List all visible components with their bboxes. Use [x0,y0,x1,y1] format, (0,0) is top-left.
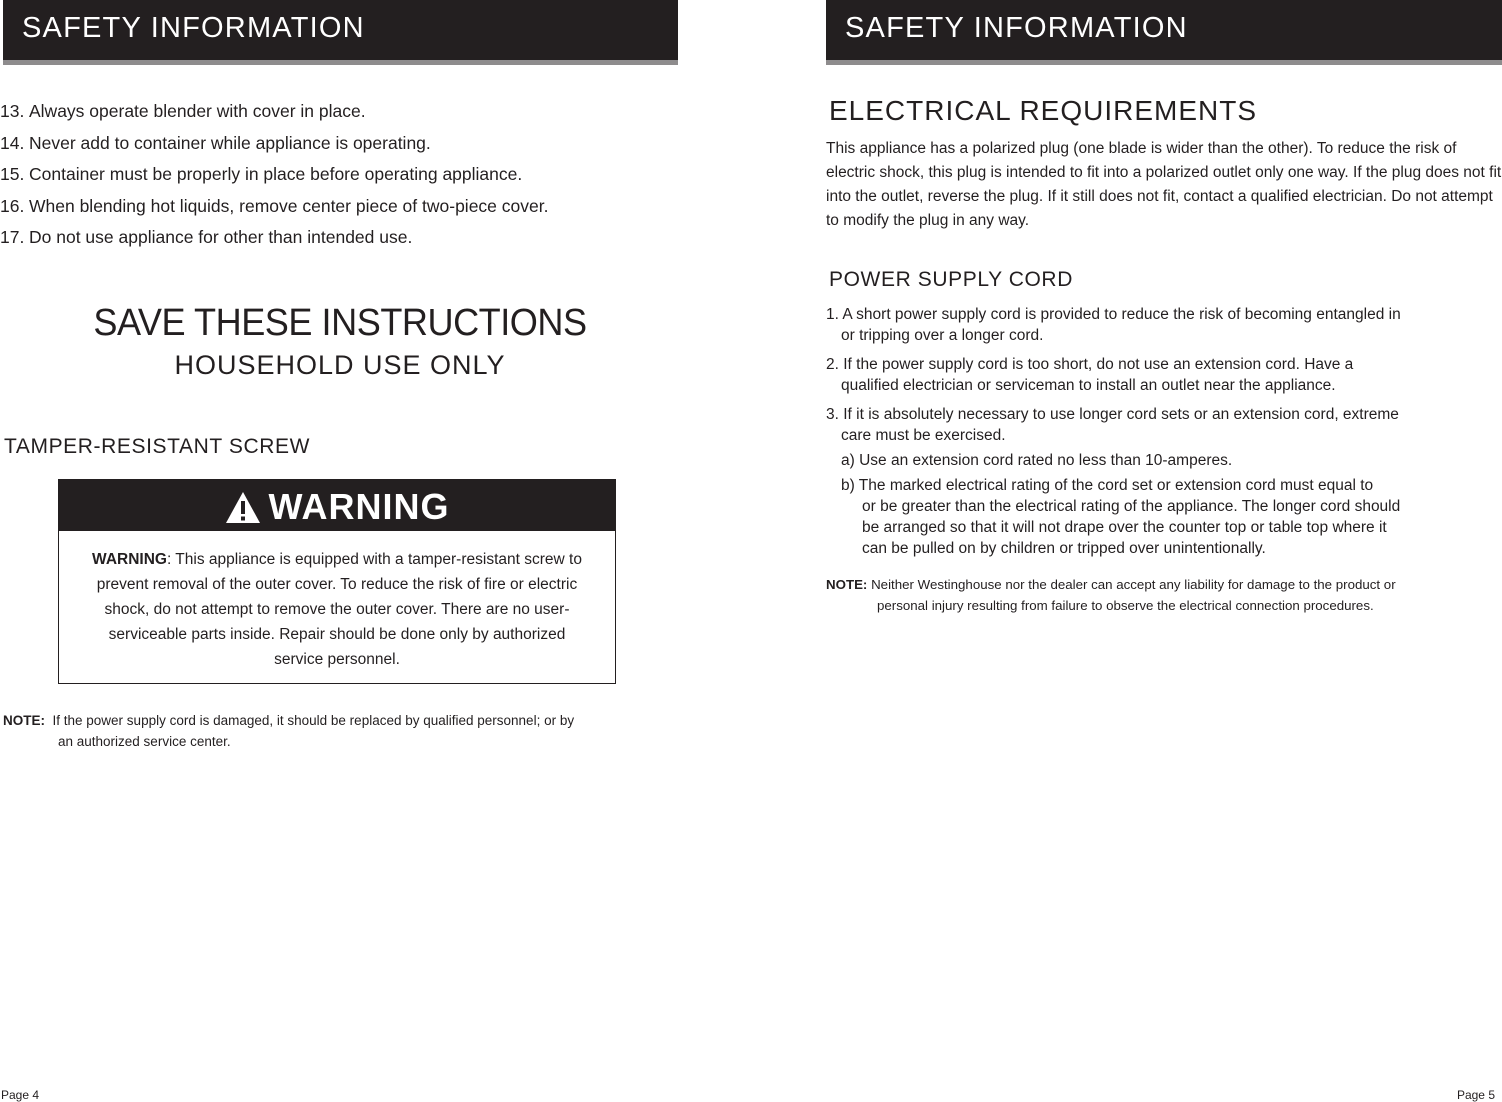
list-item: 3. If it is absolutely necessary to use longer cord sets or an extension cord, extreme care must be exercised. [826,406,1399,444]
warning-box [58,479,616,684]
right-note [826,574,1502,616]
list-item: 14. Never add to container while appliance is operating. [0,132,431,153]
list-item: 17. Do not use appliance for other than intended use. [0,227,413,247]
electrical-requirements-heading: ELECTRICAL REQUIREMENTS [829,95,1258,126]
note-label: NOTE: [826,577,868,592]
save-instructions-title: SAVE THESE INSTRUCTIONS [93,302,587,344]
power-supply-cord-heading: POWER SUPPLY CORD [829,268,1073,291]
left-banner-title: SAFETY INFORMATION [22,12,365,44]
warning-text: : This appliance is equipped with a tamper-resistant screw to prevent removal of the outer cover. To reduce the risk of fire or electric shock, do not attempt to remove the outer cover. There are no user-serviceable parts inside. Repair should be done only by authorized service personnel. [96,551,582,668]
left-section-banner [3,0,678,65]
left-note [3,710,673,752]
list-item: 13. Always operate blender with cover in place. [0,101,366,121]
list-item: 2. If the power supply cord is too short, do not use an extension cord. Have a qualified electrician or serviceman to install an outlet near the appliance. [826,356,1354,394]
note-label: NOTE: [3,713,45,728]
note-text: an authorized service center. [58,734,231,749]
page-number-right: Page 5 [1456,1088,1495,1102]
note-text: personal injury resulting from failure to observe the electrical connection procedures. [877,598,1374,613]
page-number-left: Page 4 [1,1088,40,1102]
note-text: Neither Westinghouse nor the dealer can accept any liability for damage to the product or [871,577,1396,592]
right-banner-title: SAFETY INFORMATION [845,12,1188,44]
safety-numbered-list [0,101,548,259]
list-item: 16. When blending hot liquids, remove center piece of two-piece cover. [0,195,549,216]
warning-triangle-icon [225,491,261,524]
note-text: If the power supply cord is damaged, it should be replaced by qualified personnel; or by [52,713,575,728]
warning-body [59,531,615,672]
tamper-resistant-heading: TAMPER-RESISTANT SCREW [4,435,311,458]
sub-list-item: b) The marked electrical rating of the cord set or extension cord must equal to or be greater than the electrical rating of the appliance. The longer cord should be arranged so that it will not drape over the counter top or table top where it can be pulled on by children or tripped over unintentionally. [841,477,1401,557]
list-item: 15. Container must be properly in place before operating appliance. [0,164,523,184]
sub-list-item: a) Use an extension cord rated no less than 10-amperes. [841,452,1233,469]
right-section-banner [826,0,1502,65]
list-item: 1. A short power supply cord is provided to reduce the risk of becoming entangled in or tripping over a longer cord. [826,306,1401,344]
warning-header-text: WARNING [268,486,450,527]
warning-label: WARNING [92,551,167,568]
warning-header [59,480,615,531]
household-use-subtitle: HOUSEHOLD USE ONLY [174,350,506,380]
electrical-requirements-paragraph: This appliance has a polarized plug (one blade is wider than the other). To reduce the risk of electric shock, this plug is intended to fit into a polarized outlet only one way. If the plug does not fit into the outlet, reverse the plug. If it still does not fit, contact a qualified electrician. Do not attempt to modify the plug in any way. [826,140,1502,229]
